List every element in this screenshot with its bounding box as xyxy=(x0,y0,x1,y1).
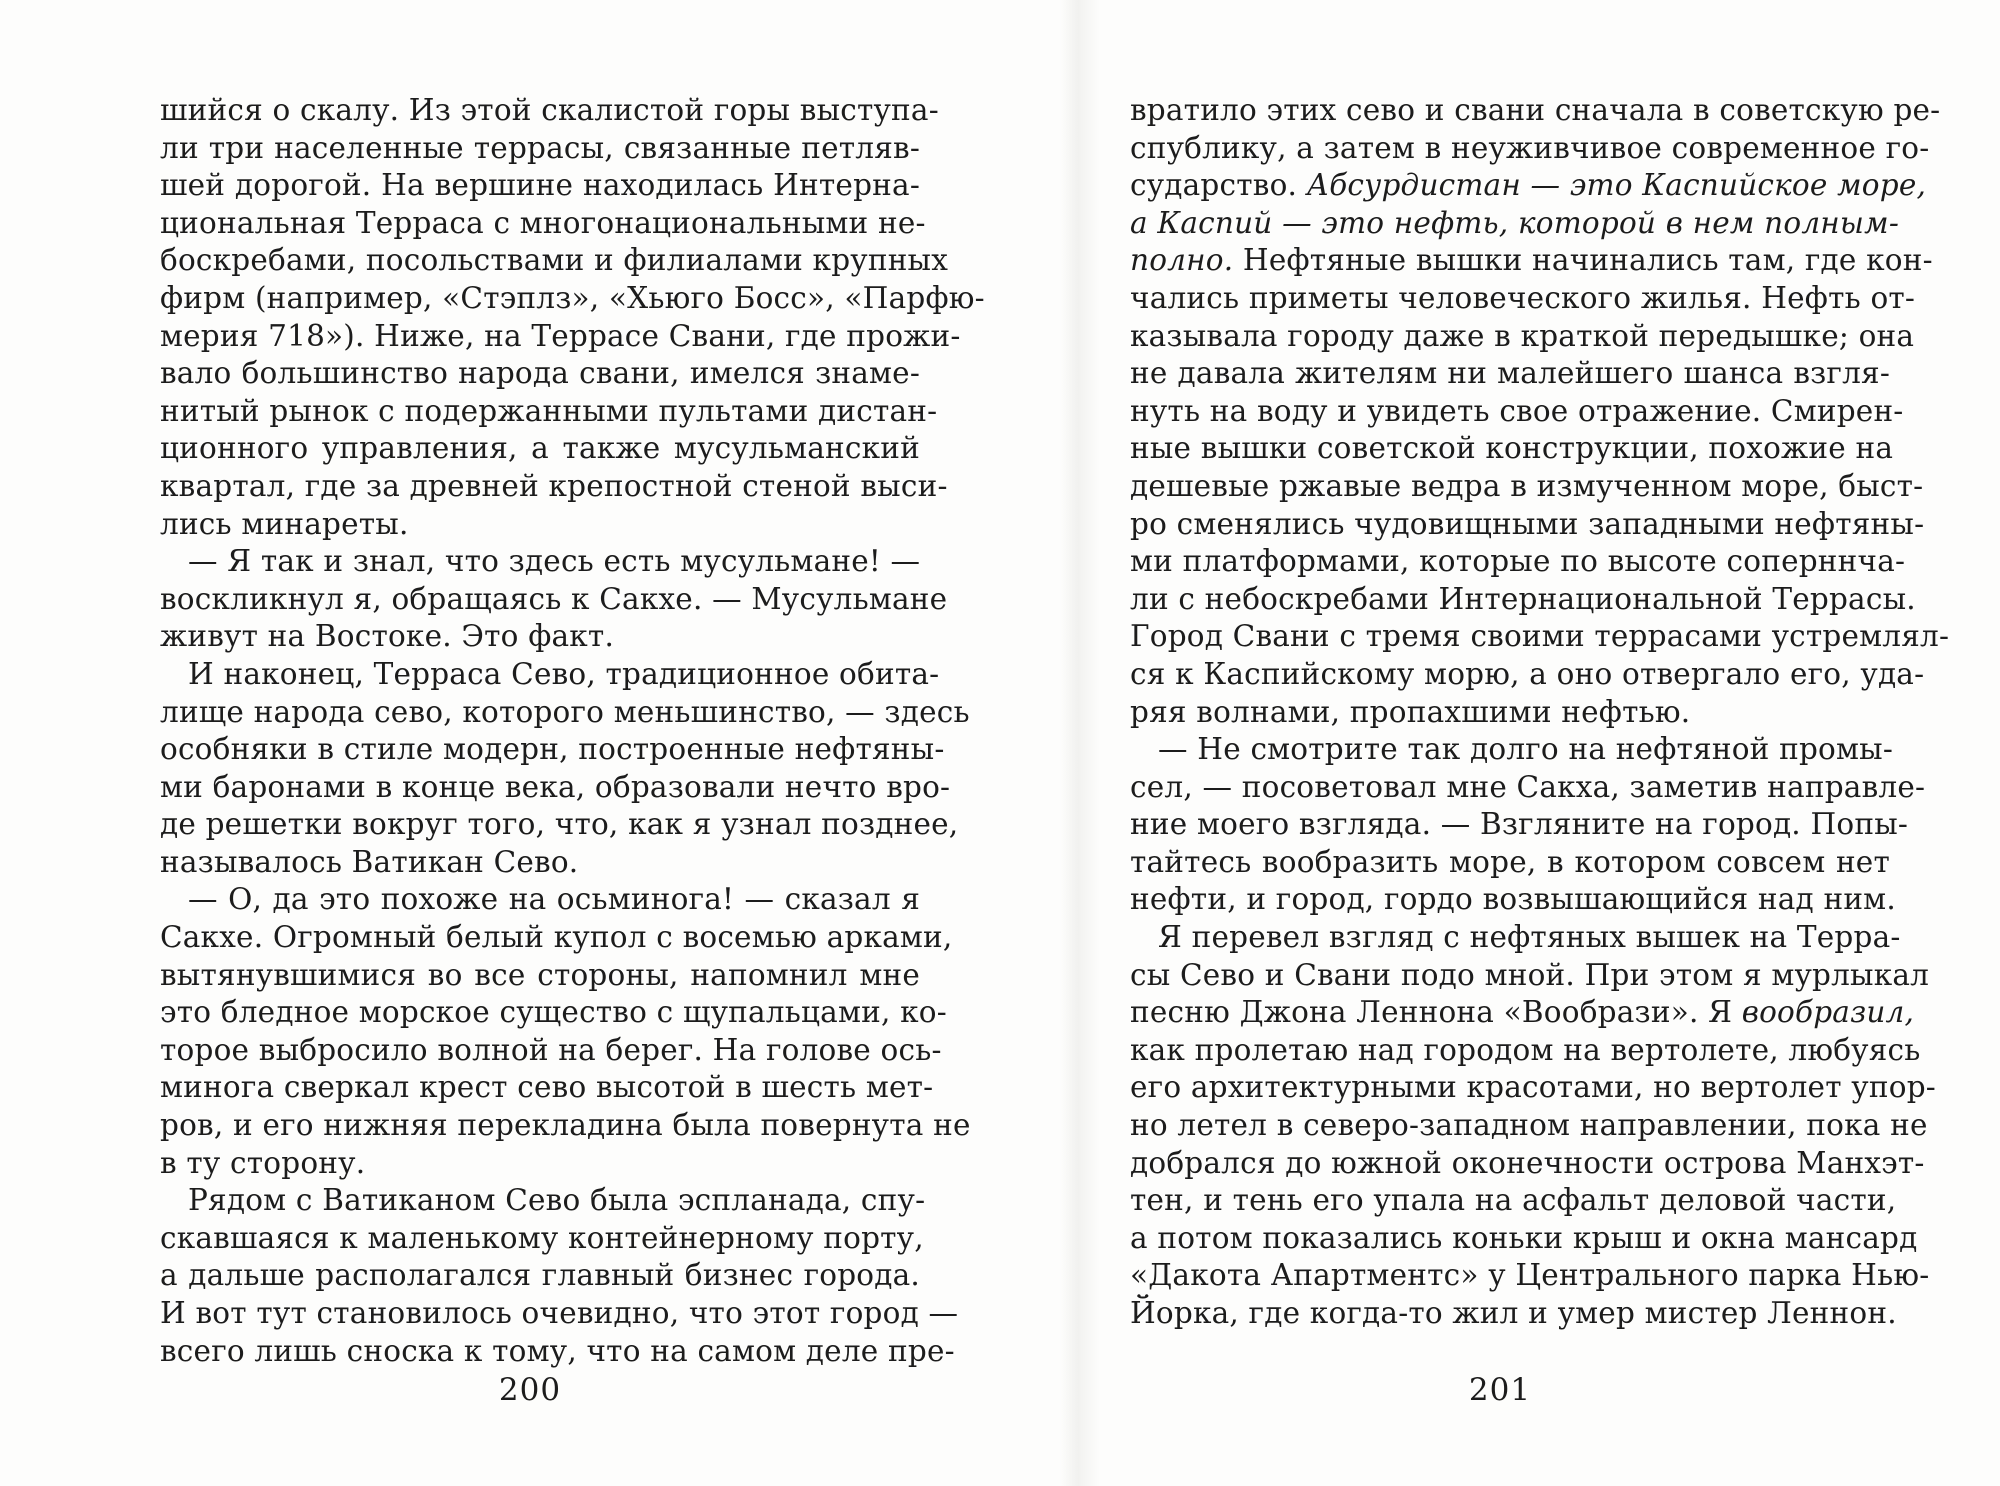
text-line: чались приметы человеческого жилья. Нефть от- xyxy=(1130,280,1916,315)
text-line: нефти, и город, гордо возвышающийся над ним. xyxy=(1130,882,1896,917)
text-line: вало большинство народа свани, имелся знаме- xyxy=(160,356,920,391)
text-line: вратило этих сево и свани сначала в советскую ре- xyxy=(1130,93,1941,127)
text-line: вытянувшимися во все стороны, напомнил мне xyxy=(160,957,920,992)
plain-text: песню Джона Леннона «Вообрази». Я xyxy=(1130,995,1742,1030)
text-line: Рядом с Ватиканом Сево была эспланада, спу- xyxy=(188,1183,926,1218)
text-line: скавшаяся к маленькому контейнерному порту, xyxy=(160,1220,924,1255)
text-line: нитый рынок с подержанными пультами дистан- xyxy=(160,393,938,428)
left-page-text xyxy=(160,92,985,1370)
page-number-left: 200 xyxy=(498,1372,562,1408)
text-line: шей дорогой. На вершине находилась Интерна- xyxy=(160,168,920,203)
right-page xyxy=(1130,92,1950,1333)
page-number-right: 201 xyxy=(1468,1372,1532,1408)
text-line: это бледное морское существо с щупальцами, ко- xyxy=(160,995,947,1030)
text-line: фирм (например, «Стэплз», «Хьюго Босс», «Парфю- xyxy=(160,280,985,315)
text-line: — Я так и знал, что здесь есть мусульмане! — xyxy=(188,544,921,579)
text-line: но летел в северо-западном направлении, пока не xyxy=(1130,1108,1928,1143)
text-line: мерия 718»). Ниже, на Террасе Свани, где прожи- xyxy=(160,318,961,353)
text-line: боскребами, посольствами и филиалами крупных xyxy=(160,243,949,278)
text-line: всего лишь сноска к тому, что на самом деле пре- xyxy=(160,1333,955,1368)
text-line: ров, и его нижняя перекладина была повернута не xyxy=(160,1108,971,1143)
text-line: дешевые ржавые ведра в измученном море, быст- xyxy=(1130,468,1924,503)
text-line: нуть на воду и увидеть свое отражение. Смирен- xyxy=(1130,393,1904,428)
text-line xyxy=(1130,167,1927,205)
text-line: его архитектурными красотами, но вертолет упор- xyxy=(1130,1070,1936,1105)
text-line: ся к Каспийскому морю, а оно отвергало его, уда- xyxy=(1130,656,1925,691)
text-line: Йорка, где когда-то жил и умер мистер Леннон. xyxy=(1130,1296,1897,1330)
text-line: шийся о скалу. Из этой скалистой горы выступа- xyxy=(160,93,939,127)
text-line: лище народа сево, которого меньшинство, — здесь xyxy=(160,694,970,729)
text-line: в ту сторону. xyxy=(160,1145,366,1180)
text-line: квартал, где за древней крепостной стеной выси- xyxy=(160,468,948,503)
text-line: ние моего взгляда. — Взгляните на город. Попы- xyxy=(1130,807,1909,842)
text-line: ми баронами в конце века, образовали нечто вро- xyxy=(160,769,951,804)
text-line: а Каспий — это нефть, которой в нем полным- xyxy=(1130,205,1899,240)
text-line: ли три населенные террасы, связанные петляв- xyxy=(160,130,920,165)
text-line: И вот тут становилось очевидно, что этот город — xyxy=(160,1296,959,1330)
text-line: сы Сево и Свани подо мной. При этом я мурлыкал xyxy=(1130,957,1930,992)
text-line: Сакхе. Огромный белый купол с восемью арками, xyxy=(160,920,953,955)
italic-text: полно. xyxy=(1130,243,1234,278)
text-line xyxy=(1130,242,1933,280)
text-line: — Не смотрите так долго на нефтяной промы- xyxy=(1158,732,1893,767)
text-line: воскликнул я, обращаясь к Сакхе. — Мусульмане xyxy=(160,581,948,616)
plain-text: сударство. xyxy=(1130,168,1307,203)
text-line: де решетки вокруг того, что, как я узнал позднее, xyxy=(160,807,959,842)
text-line xyxy=(1130,994,1915,1032)
text-line: ли с небоскребами Интернациональной Террасы. xyxy=(1130,581,1916,616)
text-line: особняки в стиле модерн, построенные нефтяны- xyxy=(160,732,945,767)
text-line: торое выбросило волной на берег. На голове ось- xyxy=(160,1032,942,1067)
text-line: минога сверкал крест сево высотой в шесть мет- xyxy=(160,1070,934,1105)
text-line: тен, и тень его упала на асфальт деловой части, xyxy=(1130,1183,1897,1218)
text-line: спублику, а затем в неуживчивое современное го- xyxy=(1130,130,1930,165)
text-line: не давала жителям ни малейшего шанса взгля- xyxy=(1130,356,1890,391)
text-line: называлось Ватикан Сево. xyxy=(160,844,579,879)
text-line: казывала городу даже в краткой передышке; она xyxy=(1130,318,1915,353)
text-line: Я перевел взгляд с нефтяных вышек на Терра- xyxy=(1158,920,1901,955)
text-line: а потом показались коньки крыш и окна мансард xyxy=(1130,1220,1918,1255)
text-line: как пролетаю над городом на вертолете, любуясь xyxy=(1130,1032,1921,1067)
text-line: ряя волнами, пропахшими нефтью. xyxy=(1130,694,1691,729)
left-page xyxy=(160,92,985,1370)
text-line: ные вышки советской конструкции, похожие на xyxy=(1130,431,1894,466)
text-line: Город Свани с тремя своими террасами устремлял- xyxy=(1130,619,1950,654)
italic-text: вообразил, xyxy=(1741,995,1915,1030)
right-page-text xyxy=(1130,92,1950,1333)
text-line: циональная Терраса с многонациональными не- xyxy=(160,205,926,240)
text-line: «Дакота Апартментс» у Центрального парка Нью- xyxy=(1130,1258,1930,1293)
text-line: ми платформами, которые по высоте соперннча- xyxy=(1130,544,1906,579)
text-line: лись минареты. xyxy=(160,506,409,541)
text-line: сел, — посоветовал мне Сакха, заметив направле- xyxy=(1130,769,1926,804)
text-line: — О, да это похоже на осьминога! — сказал я xyxy=(188,882,920,917)
text-line: И наконец, Терраса Сево, традиционное обита- xyxy=(188,656,940,691)
text-line: ционного управления, а также мусульманский xyxy=(160,431,920,466)
text-line: живут на Востоке. Это факт. xyxy=(160,619,615,654)
text-line: а дальше располагался главный бизнес города. xyxy=(160,1258,920,1293)
text-line: тайтесь вообразить море, в котором совсем нет xyxy=(1130,844,1890,879)
book-gutter xyxy=(1060,0,1100,1486)
italic-text: Абсурдистан — это Каспийское море, xyxy=(1306,168,1927,203)
text-line: ро сменялись чудовищными западными нефтяны- xyxy=(1130,506,1925,541)
plain-text: Нефтяные вышки начинались там, где кон- xyxy=(1233,243,1933,278)
text-line: добрался до южной оконечности острова Манхэт- xyxy=(1130,1145,1925,1180)
